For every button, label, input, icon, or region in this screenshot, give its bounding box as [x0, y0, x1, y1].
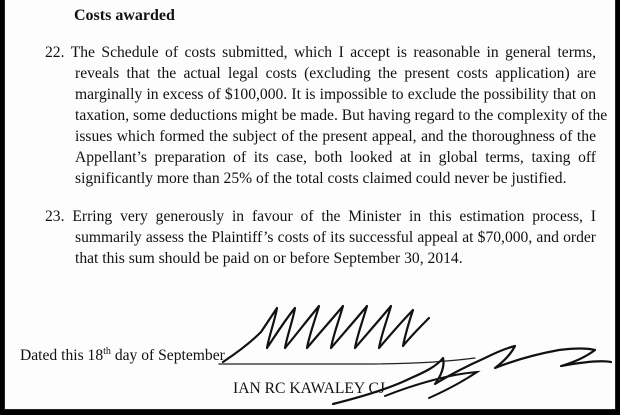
judge-name: IAN RC KAWALEY CJ	[233, 380, 385, 397]
document-page	[5, 0, 615, 409]
paragraph-line	[45, 206, 596, 227]
dated-prefix: Dated this 18	[20, 347, 104, 364]
paragraph-number: 23.	[45, 208, 65, 225]
ordinal-suffix: th	[103, 346, 111, 357]
section-heading: Costs awarded	[74, 7, 175, 24]
paragraph-text: Erring very generously in favour of the Minister in this estimation process, I	[72, 208, 596, 225]
paragraph-line: taxation, some deductions might be made. But having regard to the complexity of the	[75, 107, 608, 124]
paragraph-line: summarily assess the Plaintiff’s costs of its successful appeal at $70,000, and order	[75, 229, 596, 246]
paragraph-line: significantly more than 25% of the total costs claimed could never be justified.	[75, 170, 567, 187]
paragraph-line: issues which formed the subject of the present appeal, and the thoroughness of the	[75, 128, 596, 145]
paragraph-line: reveals that the actual legal costs (excluding the present costs application) are	[75, 65, 596, 82]
paragraph-line: that this sum should be paid on or before September 30, 2014.	[75, 250, 463, 267]
dated-rest: day of September	[110, 347, 225, 364]
paragraph-line: Appellant’s preparation of its case, both looked at in global terms, taxing off	[75, 149, 596, 166]
paragraph-line: marginally in excess of $100,000. It is impossible to exclude the possibility that on	[75, 86, 596, 103]
paragraph-22	[45, 42, 608, 189]
paragraph-text: The Schedule of costs submitted, which I accept is reasonable in general terms,	[70, 44, 596, 61]
paragraph-23	[45, 206, 596, 269]
dated-line	[20, 347, 225, 365]
handwritten-signature	[215, 292, 615, 409]
paragraph-number: 22.	[45, 44, 65, 61]
paragraph-line	[45, 42, 596, 63]
